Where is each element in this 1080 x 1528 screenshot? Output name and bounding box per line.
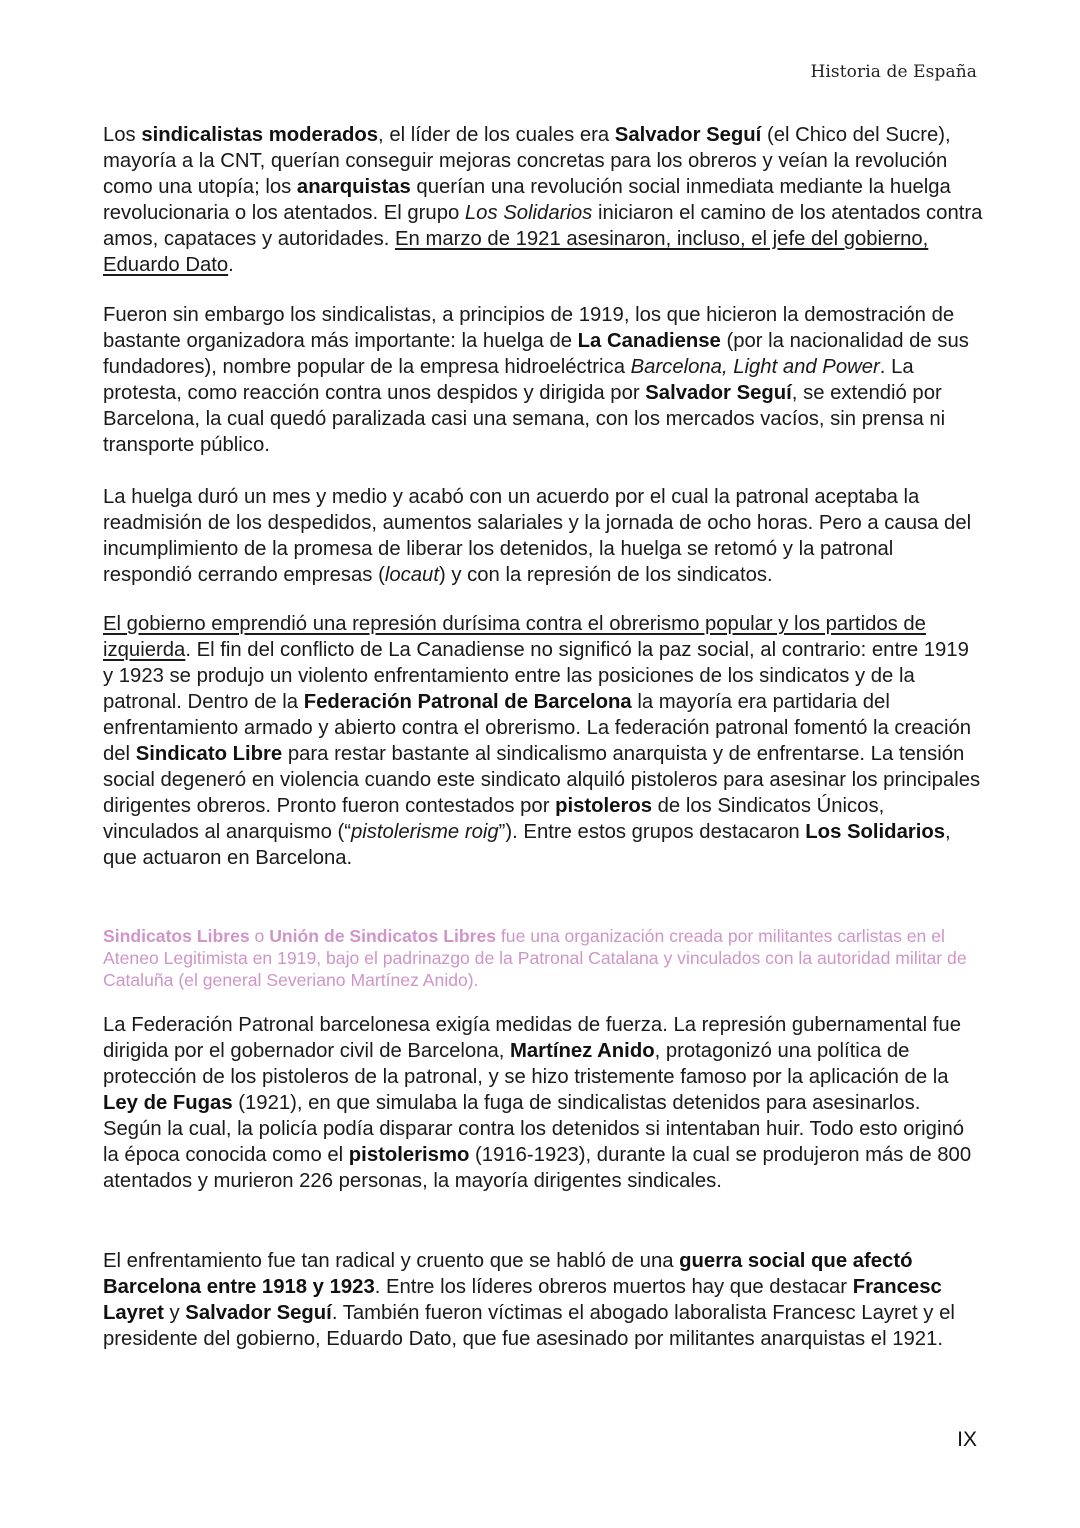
paragraph-represion: [103, 611, 983, 871]
text: Los: [103, 124, 142, 146]
paragraph-huelga: [103, 484, 983, 588]
italic-term: pistolerisme roig: [351, 821, 499, 843]
text: o: [249, 926, 270, 946]
text: fue una organización creada por militantes carlistas en el Ateneo Legitimista en 1919, bajo el padrinazgo de la Patronal Catalana y vinculados con la autoridad militar de Cataluña (el general Severiano Martínez Anido).: [103, 926, 967, 990]
text: y: [163, 1302, 186, 1324]
italic-term: Los Solidarios: [464, 202, 593, 224]
text: (1921), en que simulaba la fuga de sindicalistas detenidos para asesinarlos. Según la cual, la policía podía disparar contra los detenidos si intentaban huir. Todo esto originó la época conocida como el: [103, 1092, 965, 1166]
underlined-text: En marzo de 1921 asesinaron, incluso, el jefe del gobierno, Eduardo Dato: [103, 228, 929, 276]
text: (por la nacionalidad de sus fundadores), nombre popular de la empresa hidroeléctrica: [103, 330, 969, 378]
bold-term: Salvador Seguí: [645, 382, 792, 404]
bold-term: Unión de Sindicatos Libres: [269, 926, 497, 946]
paragraph-guerra-social: [103, 1248, 983, 1352]
text: (el Chico del Sucre), mayoría a la CNT, querían conseguir mejoras concretas para los obreros y veían la revolución como una utopía; los: [103, 124, 951, 198]
bold-term: Ley de Fugas: [103, 1092, 233, 1114]
text: La huelga duró un mes y medio y acabó con un acuerdo por el cual la patronal aceptaba la readmisión de los despedidos, aumentos salariales y la jornada de ocho horas. Pero a causa del incumplimiento de la promesa de liberar los detenidos, la huelga se retomó y la patronal respondió cerrando empresas (: [103, 486, 972, 586]
text: . Entre los líderes obreros muertos hay que destacar: [374, 1276, 853, 1298]
text: para restar bastante al sindicalismo anarquista y de enfrentarse. La tensión social degeneró en violencia cuando este sindicato alquiló pistoleros para asesinar los principales dirigentes obreros. Pronto fueron contestados por: [103, 743, 981, 817]
text: Fueron sin embargo los sindicalistas, a principios de 1919, los que hicieron la demostración de bastante organizadora más importante: la huelga de: [103, 304, 955, 352]
italic-term: Barcelona, Light and Power: [630, 356, 880, 378]
bold-term: pistolerismo: [348, 1144, 470, 1166]
bold-term: Salvador Seguí: [185, 1302, 332, 1324]
text: de los Sindicatos Únicos, vinculados al anarquismo (“: [103, 795, 885, 843]
text: .: [228, 254, 234, 276]
bold-term: Martínez Anido: [510, 1040, 655, 1062]
running-header: Historia de España: [810, 62, 977, 82]
text: la mayoría era partidaria del enfrentamiento armado y abierto contra el obrerismo. La federación patronal fomentó la creación del: [103, 691, 972, 765]
page-number: IX: [957, 1428, 977, 1451]
text: ) y con la represión de los sindicatos.: [438, 564, 773, 586]
italic-term: locaut: [384, 564, 439, 586]
paragraph-sindicalistas: [103, 122, 983, 278]
text: La Federación Patronal barcelonesa exigía medidas de fuerza. La represión gubernamental fue dirigida por el gobernador civil de Barcelona,: [103, 1014, 961, 1062]
bold-term: Salvador Seguí: [614, 124, 762, 146]
bold-term: Sindicato Libre: [135, 743, 283, 765]
bold-term: sindicalistas moderados: [141, 124, 379, 146]
bold-term: Los Solidarios: [805, 821, 946, 843]
text: El enfrentamiento fue tan radical y cruento que se habló de una: [103, 1250, 680, 1272]
text: , el líder de los cuales era: [378, 124, 615, 146]
text: , se extendió por Barcelona, la cual quedó paralizada casi una semana, con los mercados vacíos, sin prensa ni transporte público.: [103, 382, 946, 456]
text: . El fin del conflicto de La Canadiense no significó la paz social, al contrario: entre 1919 y 1923 se produjo un violento enfrentamiento entre las posiciones de los sindicatos y de la patronal. Dentro de la: [103, 639, 969, 713]
bold-term: Francesc Layret: [103, 1276, 942, 1324]
paragraph-federacion-patronal: [103, 1012, 983, 1194]
text: , protagonizó una política de protección de los pistoleros de la patronal, y se hizo tristemente famoso por la aplicación de la: [103, 1040, 949, 1088]
text: . La protesta, como reacción contra unos despidos y dirigida por: [103, 356, 914, 404]
text: querían una revolución social inmediata mediante la huelga revolucionaria o los atentados. El grupo: [103, 176, 951, 224]
bold-term: guerra social que afectó Barcelona entre 1918 y 1923: [103, 1250, 913, 1298]
bold-term: La Canadiense: [577, 330, 721, 352]
text: . También fueron víctimas el abogado laboralista Francesc Layret y el presidente del gobierno, Eduardo Dato, que fue asesinado por militantes anarquistas el 1921.: [103, 1302, 955, 1350]
paragraph-canadiense: [103, 302, 983, 458]
text: , que actuaron en Barcelona.: [103, 821, 951, 869]
note-sindicatos-libres: [103, 925, 983, 991]
text: ”). Entre estos grupos destacaron: [498, 821, 806, 843]
text: (1916-1923), durante la cual se produjeron más de 800 atentados y murieron 226 personas, la mayoría dirigentes sindicales.: [103, 1144, 972, 1192]
bold-term: Sindicatos Libres: [103, 926, 250, 946]
bold-term: Federación Patronal de Barcelona: [303, 691, 632, 713]
bold-term: pistoleros: [555, 795, 653, 817]
underlined-text: El gobierno emprendió una represión durísima contra el obrerismo popular y los partidos de izquierda: [103, 613, 926, 661]
bold-term: anarquistas: [296, 176, 411, 198]
text: iniciaron el camino de los atentados contra amos, capataces y autoridades.: [103, 202, 983, 250]
